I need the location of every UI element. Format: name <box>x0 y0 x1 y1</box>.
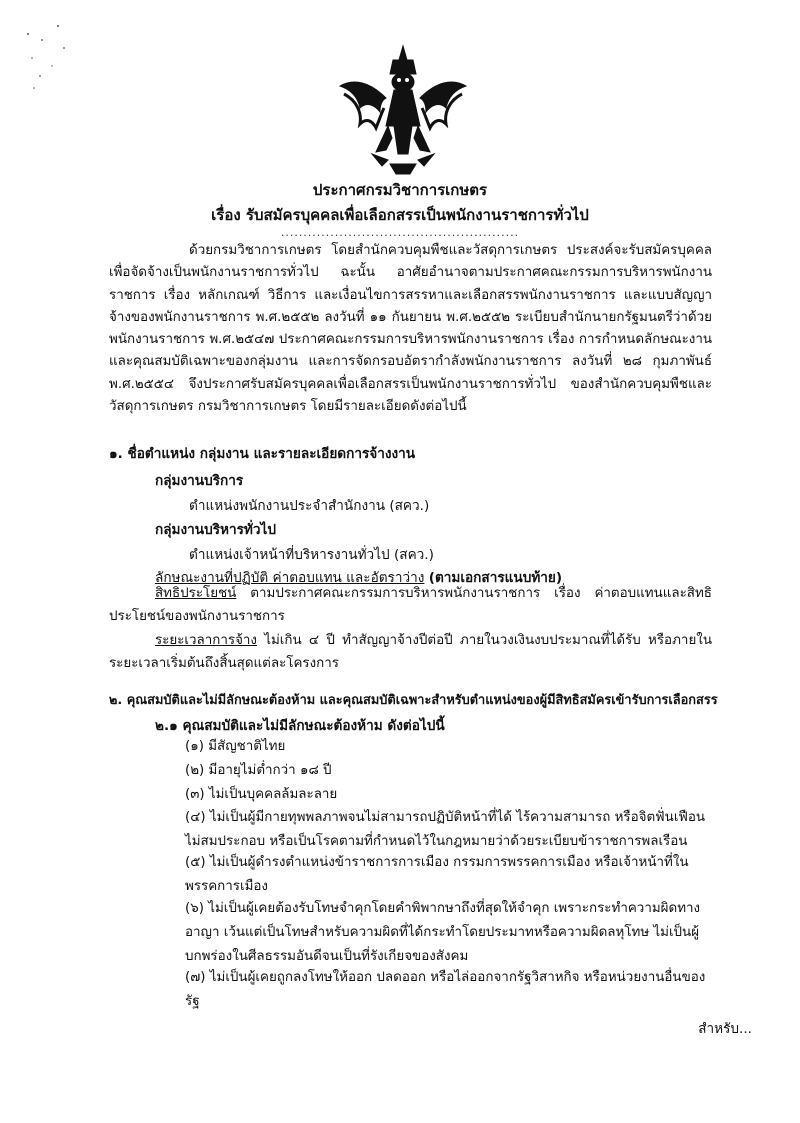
qualification-item: (๑) มีสัญชาติไทย <box>185 739 286 754</box>
period-text: ไม่เกิน ๔ ปี ทำสัญญาจ้างปีต่อปี ภายในวงเงินงบประมาณที่ได้รับ หรือภายในระยะเวลาเริ่มต้นถึงสิ้นสุดแต่ละโครงการ <box>109 633 712 671</box>
qualification-item: (๔) ไม่เป็นผู้มีกายทุพพลภาพจนไม่สามารถปฏิบัติหน้าที่ได้ ไร้ความสามารถ หรือจิตฟั่นเฟือนไม่สมประกอบ หรือเป็นโรคตามที่กำหนดไว้ในกฎหมายว่าด้วยระเบียบข้าราชการพลเรือน <box>185 810 706 849</box>
section-2-1-heading: ๒.๑ คุณสมบัติและไม่มีลักษณะต้องห้าม ดังต่อไปนี้ <box>155 718 445 734</box>
position-office-staff: ตำแหน่งพนักงานประจำสำนักงาน (สคว.) <box>189 498 430 514</box>
qualification-item: (๗) ไม่เป็นผู้เคยถูกลงโทษให้ออก ปลดออก หรือไล่ออกจากรัฐวิสาหกิจ หรือหน่วยงานอื่นของรัฐ <box>185 970 706 1009</box>
section-2-heading: ๒. คุณสมบัติและไม่มีลักษณะต้องห้าม และคุณสมบัติเฉพาะสำหรับตำแหน่งของผู้มีสิทธิสมัครเข้ารับการเลือกสรร <box>109 693 718 708</box>
garuda-emblem-icon <box>336 42 470 176</box>
qualification-item: (๒) มีอายุไม่ต่ำกว่า ๑๘ ปี <box>185 763 332 778</box>
benefit-label: สิทธิประโยชน์ <box>155 586 237 601</box>
qualification-item: (๓) ไม่เป็นบุคคลล้มละลาย <box>185 787 338 802</box>
qualification-item: (๕) ไม่เป็นผู้ดำรงตำแหน่งข้าราชการการเมือง กรรมการพรรคการเมือง หรือเจ้าหน้าที่ในพรรคการเมือง <box>185 855 689 894</box>
announcement-title: ประกาศกรมวิชาการเกษตร <box>312 181 488 199</box>
announcement-subject: เรื่อง รับสมัครบุคคลเพื่อเลือกสรรเป็นพนักงานราชการทั่วไป <box>211 206 589 224</box>
period-label: ระยะเวลาการจ้าง <box>155 633 257 648</box>
group-services: กลุ่มงานบริการ <box>155 473 244 489</box>
qualification-item: (๖) ไม่เป็นผู้เคยต้องรับโทษจำคุกโดยคำพิพากษาถึงที่สุดให้จำคุก เพราะกระทำความผิดทางอาญา เว้นแต่เป็นโทษสำหรับความผิดที่ได้กระทำโดยประมาทหรือความผิดลหุโทษ ไม่เป็นผู้บกพร่องในศีลธรรมอันดีจนเป็นที่รังเกียจของสังคม <box>185 901 701 964</box>
intro-paragraph <box>109 240 712 418</box>
intro-text: ด้วยกรมวิชาการเกษตร โดยสำนักควบคุมพืชและวัสดุการเกษตร ประสงค์จะรับสมัครบุคคลเพื่อจัดจ้างเป็นพนักงานราชการทั่วไป ฉะนั้น อาศัยอำนาจตามประกาศคณะกรรมการบริหารพนักงานราชการ เรื่อง หลักเกณฑ์ วิธีการ และเงื่อนไขการสรรหาและเลือกสรรพนักงานราชการ และแบบสัญญาจ้างของพนักงานราชการ พ.ศ.๒๕๕๒ ลงวันที่ ๑๑ กันยายน พ.ศ.๒๕๕๒ ระเบียบสำนักนายกรัฐมนตรีว่าด้วยพนักงานราชการ พ.ศ.๒๕๔๗ ประกาศคณะกรรมการบริหารพนักงานราชการ เรื่อง การกำหนดลักษณะงานและคุณสมบัติเฉพาะของกลุ่มงาน และการจัดกรอบอัตรากำลังพนักงานราชการ ลงวันที่ ๒๘ กุมภาพันธ์ พ.ศ.๒๕๕๔ จึงประกาศรับสมัครบุคคลเพื่อเลือกสรรเป็นพนักงานราชการทั่วไป ของสำนักควบคุมพืชและวัสดุการเกษตร กรมวิชาการเกษตร โดยมีรายละเอียดดังต่อไปนี้ <box>109 243 712 415</box>
section-1-heading: ๑. ชื่อตำแหน่ง กลุ่มงาน และรายละเอียดการจ้างงาน <box>109 446 416 462</box>
benefit-text: ตามประกาศคณะกรรมการบริหารพนักงานราชการ เรื่อง ค่าตอบแทนและสิทธิประโยชน์ของพนักงานราชการ <box>109 586 712 624</box>
period-paragraph <box>109 629 712 675</box>
duty-reference: (ตามเอกสารแนบท้าย) <box>428 570 563 586</box>
duty-label: ลักษณะงานที่ปฏิบัติ ค่าตอบแทน และอัตราว่าง <box>155 570 425 586</box>
continued-marker: สำหรับ... <box>698 1021 752 1037</box>
title-separator: ..................................................... <box>280 226 520 239</box>
position-general-admin-officer: ตำแหน่งเจ้าหน้าที่บริหารงานทั่วไป (สคว.) <box>189 547 434 563</box>
group-general-admin: กลุ่มงานบริหารทั่วไป <box>155 522 276 538</box>
scan-speck-marks <box>22 18 82 108</box>
benefit-paragraph <box>109 582 712 628</box>
